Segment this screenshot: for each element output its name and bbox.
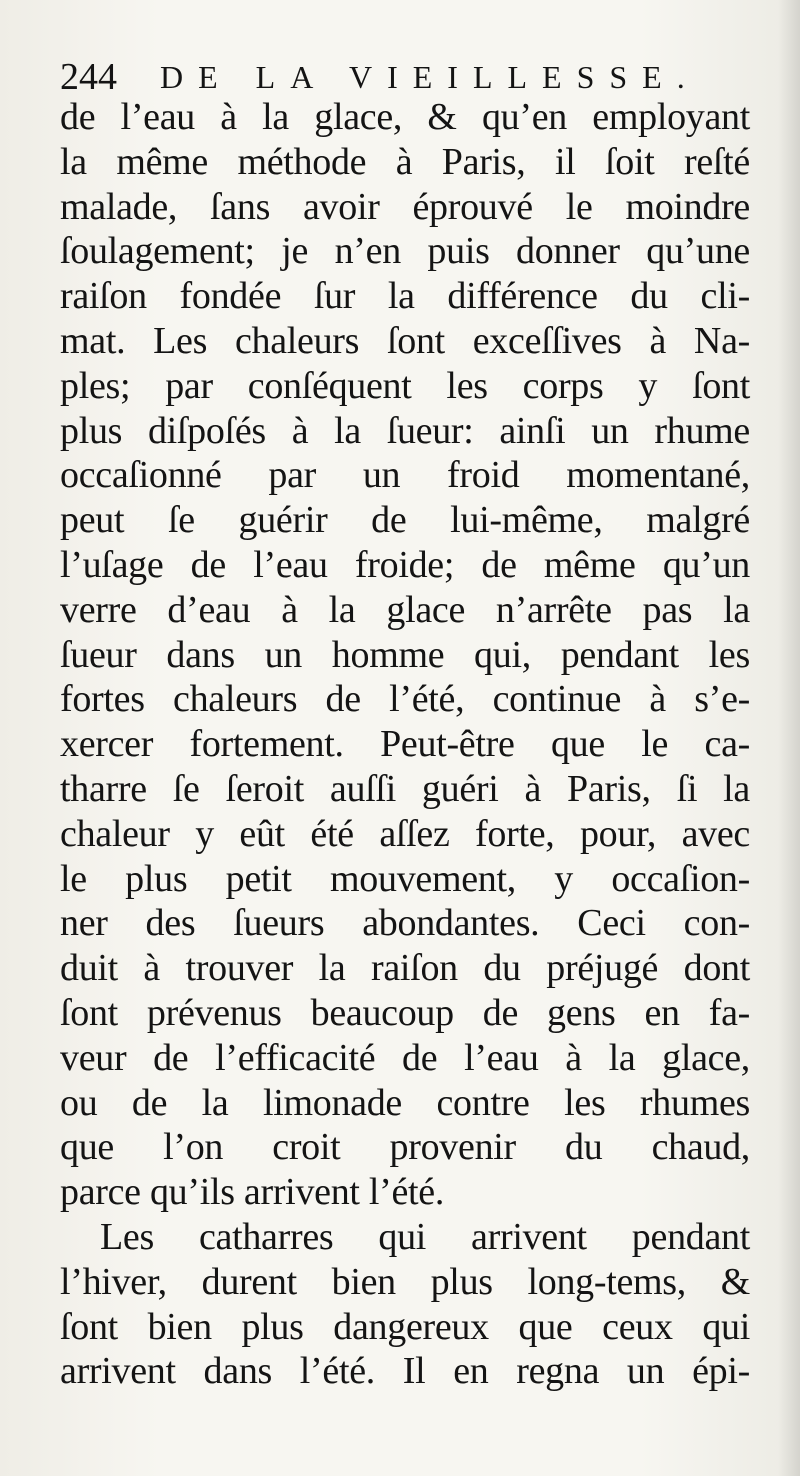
text-line: xercer fortement. Peut-être que le ca-: [60, 723, 750, 766]
text-line: chaleur y eût été aſſez forte, pour, avec: [60, 812, 750, 855]
text-line: ſoulagement; je n’en puis donner qu’une: [60, 230, 750, 273]
text-line: plus diſpoſés à la ſueur: ainſi un rhume: [60, 409, 750, 452]
text-line: raiſon fondée ſur la différence du cli-: [60, 275, 750, 318]
text-line: verre d’eau à la glace n’arrête pas la: [60, 588, 750, 631]
text-line: le plus petit mouvement, y occaſion-: [60, 857, 750, 900]
running-head: DE LA VIEILLESSE.: [160, 59, 700, 95]
text-line: duit à trouver la raiſon du préjugé dont: [60, 947, 750, 990]
text-line: l’uſage de l’eau froide; de même qu’un: [60, 543, 750, 586]
text-line: que l’on croit provenir du chaud,: [60, 1126, 750, 1169]
text-line: de l’eau à la glace, & qu’en employant: [60, 96, 750, 138]
text-line: la même méthode à Paris, il ſoit reſté: [60, 140, 750, 183]
text-body: [60, 95, 750, 1394]
text-line: occaſionné par un froid momentané,: [60, 454, 750, 497]
text-line: mat. Les chaleurs ſont exceſſives à Na-: [60, 319, 750, 362]
text-line: fortes chaleurs de l’été, continue à s’e-: [60, 678, 750, 721]
text-line: ſont prévenus beaucoup de gens en fa-: [60, 991, 750, 1034]
text-line: ſueur dans un homme qui, pendant les: [60, 633, 750, 676]
text-line: tharre ſe ſeroit auſſi guéri à Paris, ſi la: [60, 767, 750, 810]
text-line: veur de l’efficacité de l’eau à la glace,: [60, 1036, 750, 1079]
paragraph-start-line: Les catharres qui arrivent pendant: [100, 1215, 750, 1258]
text-line: ner des ſueurs abondantes. Ceci con-: [60, 902, 750, 945]
text-line: arrivent dans l’été. Il en regna un épi-: [60, 1350, 750, 1393]
text-line: malade, ſans avoir éprouvé le moindre: [60, 185, 750, 228]
page-number: 244: [60, 56, 117, 98]
text-line: l’hiver, durent bien plus long-tems, &: [60, 1260, 750, 1303]
paragraph-end-line: parce qu’ils arrivent l’été.: [60, 1171, 445, 1214]
page-edge-shadow: [778, 0, 800, 1476]
text-line: ples; par conſéquent les corps y ſont: [60, 364, 750, 407]
text-line: peut ſe guérir de lui-même, malgré: [60, 499, 750, 542]
text-line: ou de la limonade contre les rhumes: [60, 1081, 750, 1124]
text-line: ſont bien plus dangereux que ceux qui: [60, 1305, 750, 1348]
